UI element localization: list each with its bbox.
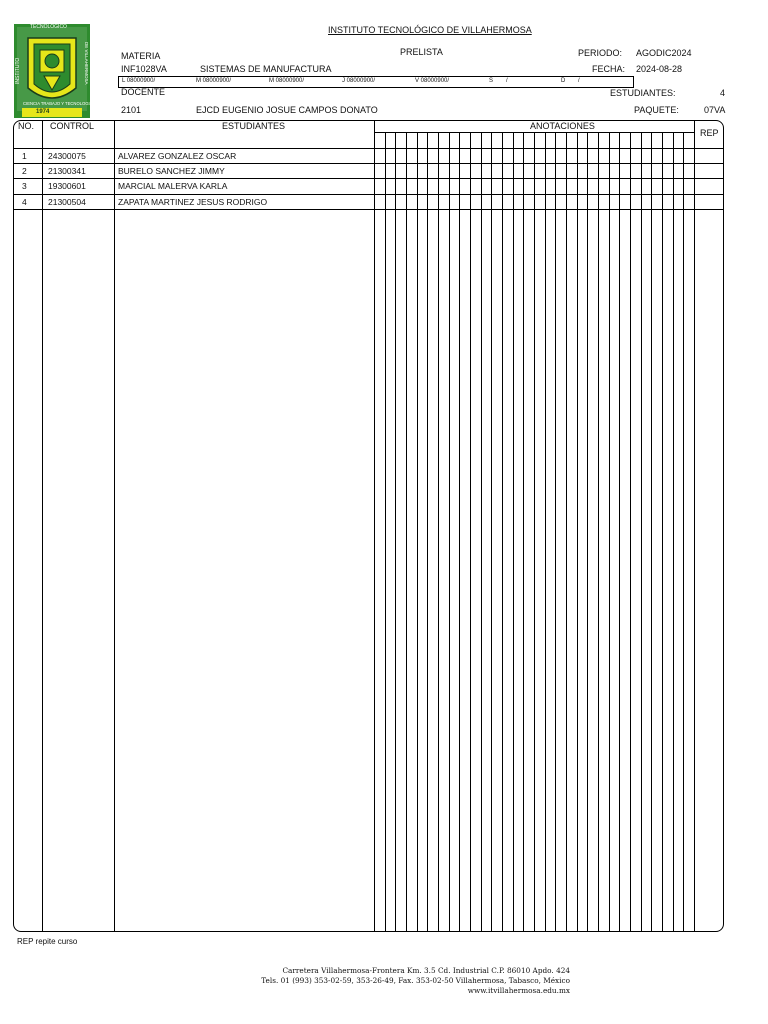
periodo-value: AGODIC2024 [636, 48, 692, 58]
divider-no-control [42, 120, 43, 932]
footer-line-2: Tels. 01 (993) 353-02-59, 353-26-49, Fax. 353-02-50 Villahermosa, Tabasco, México [261, 976, 570, 985]
rep-legend: REP repite curso [17, 937, 78, 946]
docente-name: EJCD EUGENIO JOSUE CAMPOS DONATO [196, 105, 378, 115]
row-4-no: 4 [22, 197, 27, 207]
row-1-control: 24300075 [48, 151, 86, 161]
schedule-lunes: L 08000900/ [122, 78, 156, 84]
institute-logo [14, 24, 93, 118]
header-rep: REP [700, 128, 719, 138]
row-2-name: BURELO SANCHEZ JIMMY [118, 166, 225, 176]
row-1-name: ALVAREZ GONZALEZ OSCAR [118, 151, 237, 161]
header-control: CONTROL [50, 121, 95, 131]
row-4-name: ZAPATA MARTINEZ JESUS RODRIGO [118, 197, 268, 207]
divider-control-name [114, 120, 115, 932]
schedule-miercoles: M 08000900/ [269, 78, 305, 84]
logo-right-text: DE VILLAHERMOSA [84, 42, 89, 85]
estudiantes-value: 4 [720, 88, 726, 98]
logo-top-text: TECNOLOGICO [30, 24, 67, 30]
footer-line-1: Carretera Villahermosa-Frontera Km. 3.5 Cd. Industrial C.P. 86010 Apdo. 424 [282, 966, 570, 975]
row-2-control: 21300341 [48, 166, 86, 176]
schedule-domingo: D [561, 78, 566, 84]
footer-address [230, 966, 570, 996]
row-4-control: 21300504 [48, 197, 86, 207]
docente-code: 2101 [121, 105, 142, 115]
institute-title: INSTITUTO TECNOLÓGICO DE VILLAHERMOSA [328, 25, 532, 35]
materia-name: SISTEMAS DE MANUFACTURA [200, 64, 332, 74]
schedule-martes: M 08000900/ [196, 78, 232, 84]
schedule-viernes: V 08000900/ [415, 78, 450, 84]
paquete-value: 07VA [704, 105, 726, 115]
schedule-jueves: J 08000900/ [342, 78, 376, 84]
row-2-no: 2 [22, 166, 27, 176]
logo-left-text: INSTITUTO [15, 57, 21, 84]
divider-notes-rep [694, 120, 695, 932]
annotation-grid [374, 132, 694, 932]
materia-label: MATERIA [121, 51, 161, 61]
row-3-control: 19300601 [48, 181, 86, 191]
schedule-sabado-slash: / [506, 78, 508, 84]
estudiantes-label: ESTUDIANTES: [610, 88, 676, 98]
row-1-no: 1 [22, 151, 27, 161]
header-anotaciones: ANOTACIONES [530, 121, 595, 131]
row-3-no: 3 [22, 181, 27, 191]
header-no: NO. [18, 121, 35, 131]
row-3-name: MARCIAL MALERVA KARLA [118, 181, 228, 191]
docente-label: DOCENTE [121, 87, 166, 97]
prelista-label: PRELISTA [400, 47, 443, 57]
logo-motto: CIENCIA TRABAJO Y TECNOLOGIA [23, 101, 93, 106]
schedule-sabado: S [489, 78, 494, 84]
schedule-domingo-slash: / [578, 78, 580, 84]
fecha-label: FECHA: [592, 64, 626, 74]
footer-line-3: www.itvillahermosa.edu.mx [467, 986, 570, 995]
logo-year: 1974 [36, 109, 50, 115]
header-estudiantes: ESTUDIANTES [222, 121, 286, 131]
materia-code: INF1028VA [121, 64, 167, 74]
periodo-label: PERIODO: [578, 48, 623, 58]
paquete-label: PAQUETE: [634, 105, 679, 115]
fecha-value: 2024-08-28 [636, 64, 683, 74]
